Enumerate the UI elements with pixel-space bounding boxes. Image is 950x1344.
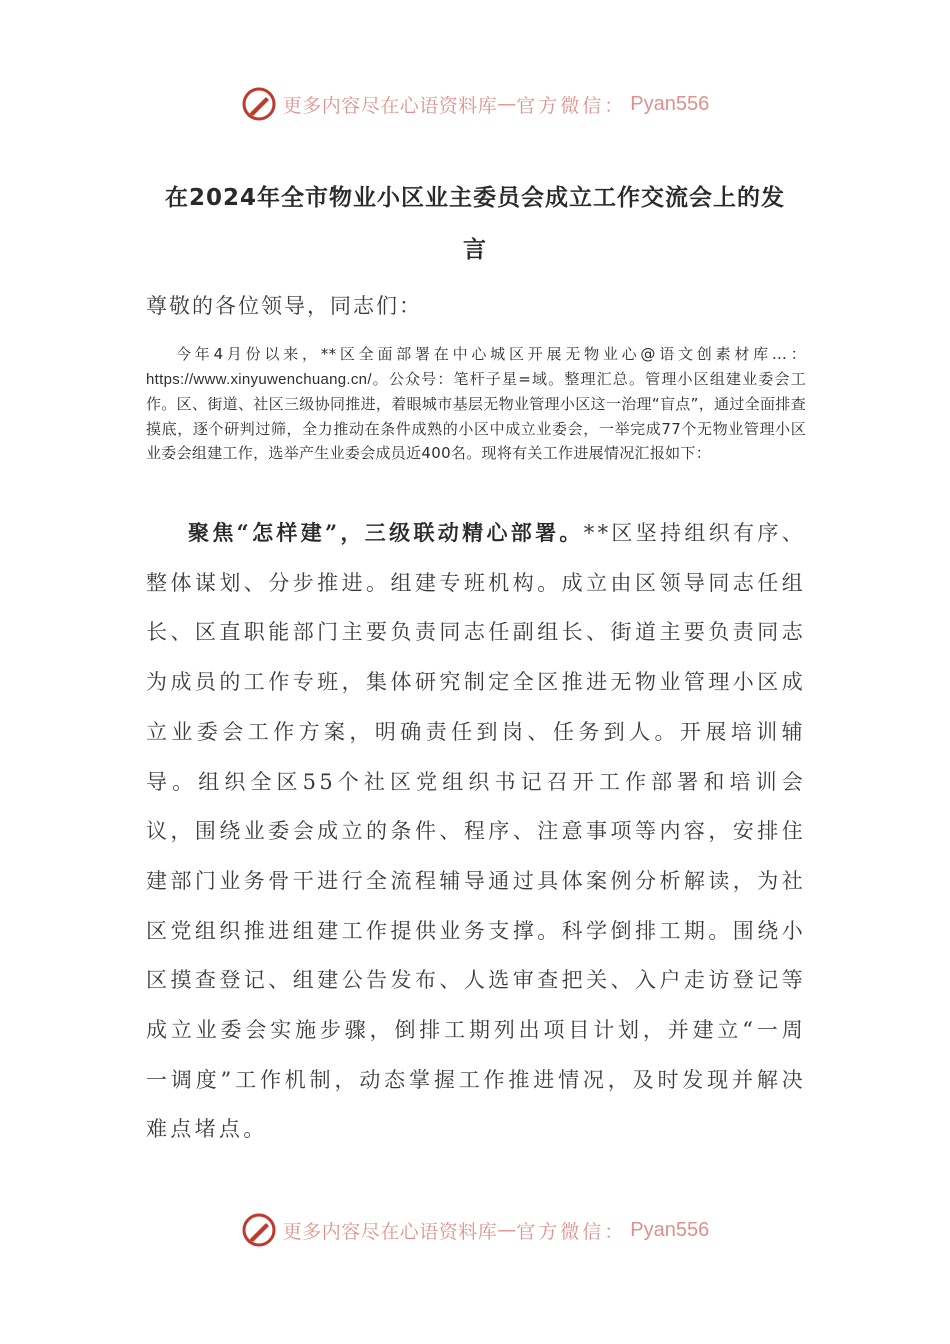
- watermark-dash: —: [497, 1219, 517, 1241]
- watermark-label: 官方微信：: [516, 1220, 627, 1243]
- watermark-dash: —: [497, 93, 517, 115]
- watermark-text: 更多内容尽在心语资料库: [282, 1220, 498, 1243]
- title-line-1: 在2024年全市物业小区业主委员会成立工作交流会上的发: [164, 185, 785, 211]
- watermark-wechat-id: Pyan556: [630, 1218, 710, 1241]
- section-1-paragraph: [146, 508, 806, 1155]
- watermark-text: 更多内容尽在心语资料库: [282, 94, 498, 117]
- watermark-wechat-id: Pyan556: [630, 92, 710, 115]
- intro-text-part2: 。公众号：笔杆子星=域。整理汇总。管理小区组建业委会工作。区、街道、社区三级协同推进，着眼城市基层无物业管理小区这一治理“盲点”，通过全面排查摸底，逐个研判过筛，全力推动在条件成熟的小区中成立业委会，一举完成77个无物业管理小区业委会组建工作，选举产生业委会成员近400名。现将有关工作进展情况汇报如下：: [146, 369, 806, 462]
- pen-logo-icon: [241, 86, 277, 122]
- salutation: 尊敬的各位领导，同志们：: [146, 294, 422, 318]
- title-line-2: 言: [463, 237, 487, 263]
- document-title: [140, 172, 810, 276]
- section-1-heading: 聚焦“怎样建”，三级联动精心部署。: [188, 520, 584, 545]
- section-1-body: **区坚持组织有序、整体谋划、分步推进。组建专班机构。成立由区领导同志任组长、区直职能部门主要负责同志任副组长、街道主要负责同志为成员的工作专班，集体研究制定全区推进无物业管理小区成立业委会工作方案，明确责任到岗、任务到人。开展培训辅导。组织全区55个社区党组织书记召开工作部署和培训会议，围绕业委会成立的条件、程序、注意事项等内容，安排住建部门业务骨干进行全流程辅导通过具体案例分析解读，为社区党组织推进组建工作提供业务支撑。科学倒排工期。围绕小区摸查登记、组建公告发布、人选审查把关、入户走访登记等成立业委会实施步骤，倒排工期列出项目计划，并建立“一周一调度”工作机制，动态掌握工作推进情况，及时发现并解决难点堵点。: [146, 521, 806, 1142]
- pen-logo-icon: [241, 1212, 277, 1248]
- footer-watermark: [0, 1210, 950, 1250]
- intro-paragraph: [146, 342, 806, 466]
- intro-text-part1: 今年4月份以来，**区全面部署在中心城区开展无物业心@语文创素材库…：: [176, 345, 806, 363]
- intro-url: https://www.xinyuwenchuang.cn/: [146, 370, 372, 388]
- watermark-label: 官方微信：: [516, 94, 627, 117]
- header-watermark: [0, 84, 950, 124]
